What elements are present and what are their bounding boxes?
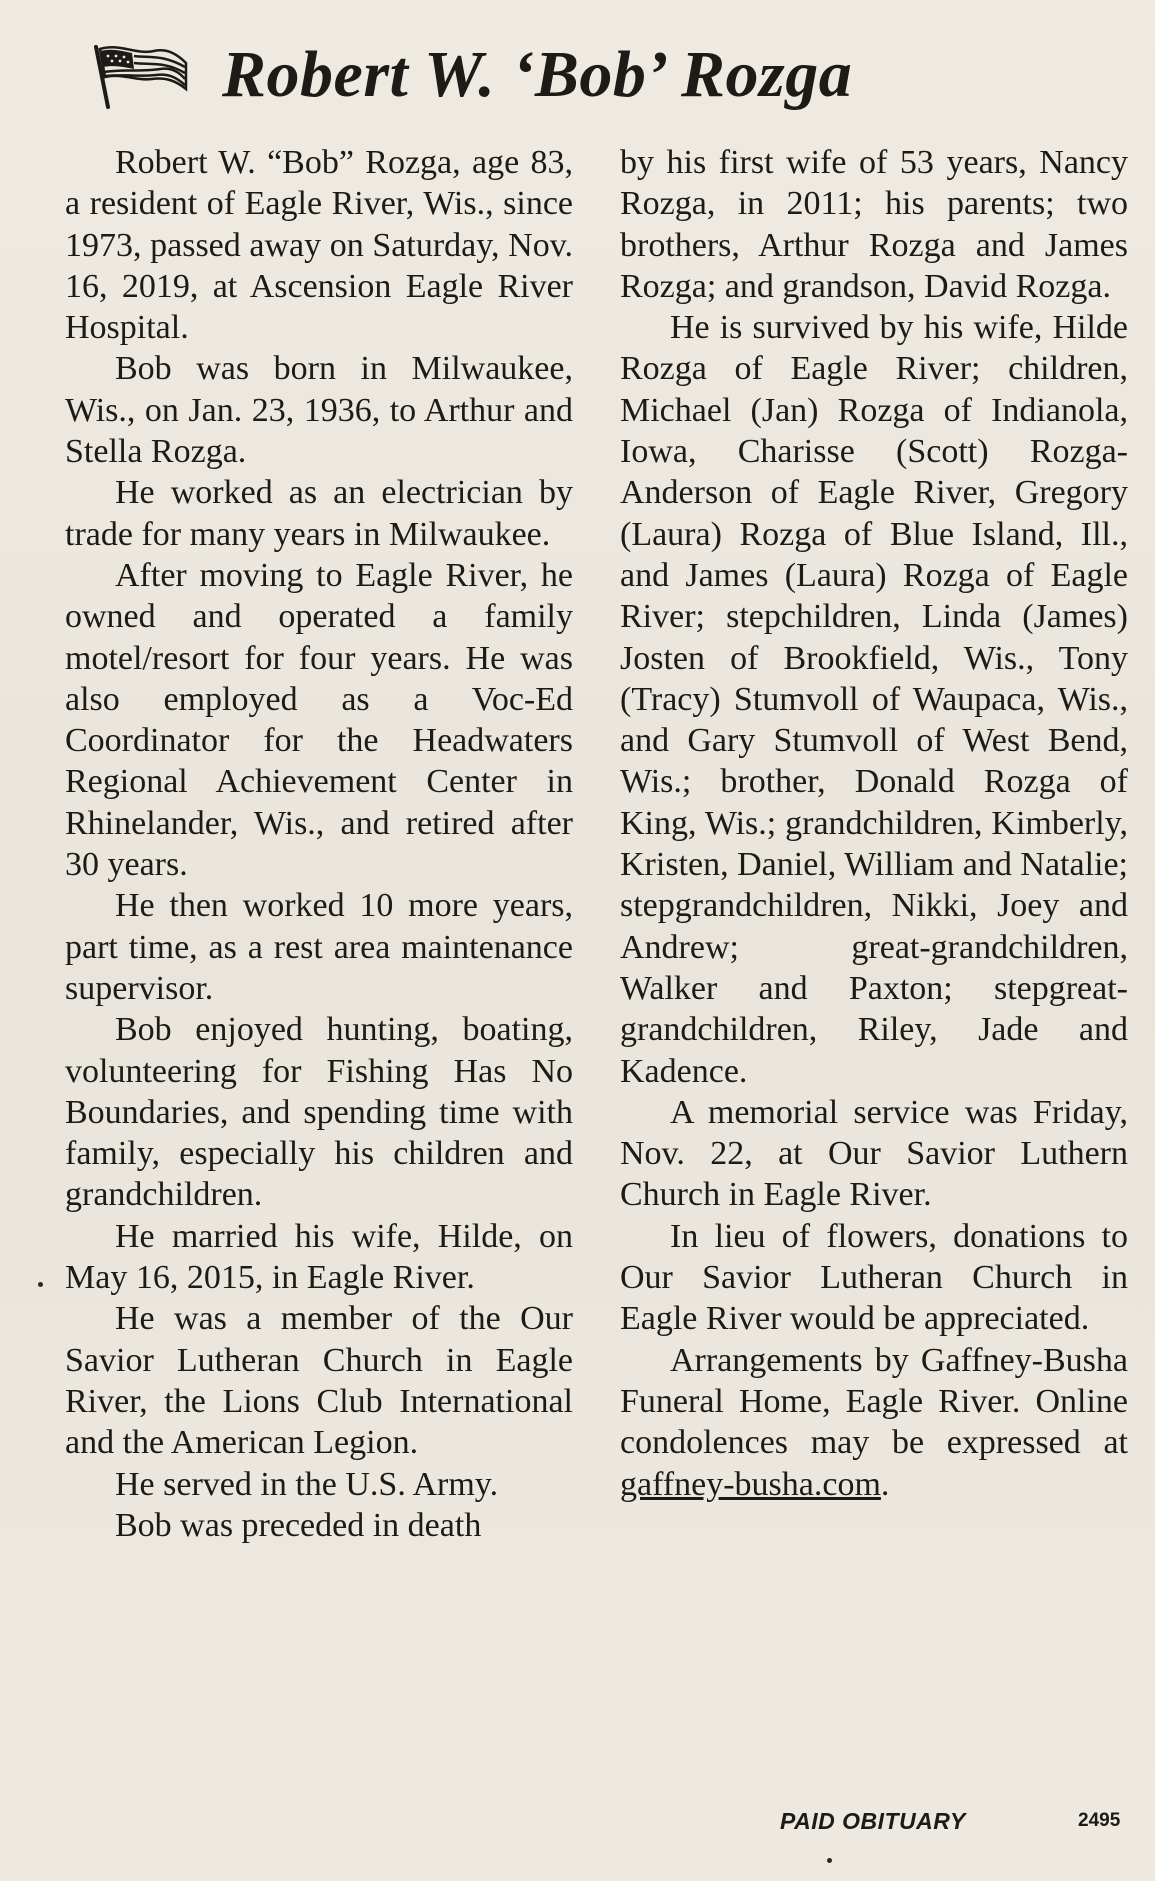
paragraph-donations: In lieu of flowers, donations to Our Savior Lutheran Church in Eagle River would be appreciated. — [620, 1217, 1128, 1338]
arrangements-text: Arrangements by Gaffney-Busha Funeral Home, Eagle River. Online condolences may be expressed at — [620, 1341, 1128, 1462]
print-speck — [827, 1858, 832, 1863]
left-column — [65, 142, 573, 1546]
paragraph-marriage: He married his wife, Hilde, on May 16, 2015, in Eagle River. — [65, 1217, 573, 1297]
paragraph-preceded-start: Bob was preceded in death — [115, 1506, 482, 1544]
paragraph-arrangements — [620, 1340, 1128, 1505]
paragraph-later-work: He then worked 10 more years, part time, as a rest area maintenance supervisor. — [65, 887, 573, 1007]
ad-code: 2495 — [1078, 1810, 1121, 1831]
website-link[interactable]: gaffney-busha.com — [620, 1465, 881, 1503]
paid-obituary-label: PAID OBITUARY — [780, 1808, 966, 1834]
paragraph-military: He served in the U.S. Army. — [115, 1465, 499, 1503]
obituary-header — [90, 30, 1090, 120]
paragraph-memorial-service: A memorial service was Friday, Nov. 22, at Our Savior Luthern Church in Eagle River. — [620, 1093, 1128, 1214]
paragraph-eagle-river: After moving to Eagle River, he owned and operated a family motel/resort for four years. He was also employed as a Voc-Ed Coordinator for the Headwaters Regional Achievement Center in Rhinelander, Wis., and retired after 30 years. — [65, 556, 573, 884]
paragraph-memberships: He was a member of the Our Savior Lutheran Church in Eagle River, the Lions Club International and the American Legion. — [65, 1300, 573, 1462]
right-column — [620, 142, 1128, 1505]
print-speck — [38, 1282, 43, 1287]
obituary-title: Robert W. ‘Bob’ Rozga — [222, 38, 853, 111]
website-period: . — [880, 1465, 890, 1503]
paragraph-career: He worked as an electrician by trade for many years in Milwaukee. — [65, 474, 573, 553]
paragraph-survivors: He is survived by his wife, Hilde Rozga of Eagle River; children, Michael (Jan) Rozga of Indianola, Iowa, Charisse (Scott) Rozga-Anderson of Eagle River, Gregory (Laura) Rozga of Blue Island, Ill., and James (Laura) Rozga of Eagle River; stepchildren, Linda (James) Josten of Brookfield, Wis., Tony (Tracy) Stumvoll of Waupaca, Wis., and Gary Stumvoll of West Bend, Wis.; brother, Donald Rozga of King, Wis.; grandchildren, Kimberly, Kristen, Daniel, William and Natalie; stepgrandchildren, Nikki, Joey and Andrew; great-grandchildren, Walker and Paxton; stepgreat-grandchildren, Riley, Jade and Kadence. — [620, 309, 1128, 1090]
paragraph-birth: Bob was born in Milwaukee, Wis., on Jan. 23, 1936, to Arthur and Stella Rozga. — [65, 350, 573, 471]
paragraph-hobbies: Bob enjoyed hunting, boating, volunteering for Fishing Has No Boundaries, and spending time with family, especially his children and grandchildren. — [65, 1011, 573, 1214]
american-flag-icon — [90, 39, 190, 111]
paragraph-preceded-continued: by his first wife of 53 years, Nancy Rozga, in 2011; his parents; two brothers, Arthur Rozga and James Rozga; and grandson, David Rozga. — [620, 144, 1128, 305]
paragraph-intro: Robert W. “Bob” Rozga, age 83, a resident of Eagle River, Wis., since 1973, passed away on Saturday, Nov. 16, 2019, at Ascension Eagle River Hospital. — [65, 144, 573, 347]
